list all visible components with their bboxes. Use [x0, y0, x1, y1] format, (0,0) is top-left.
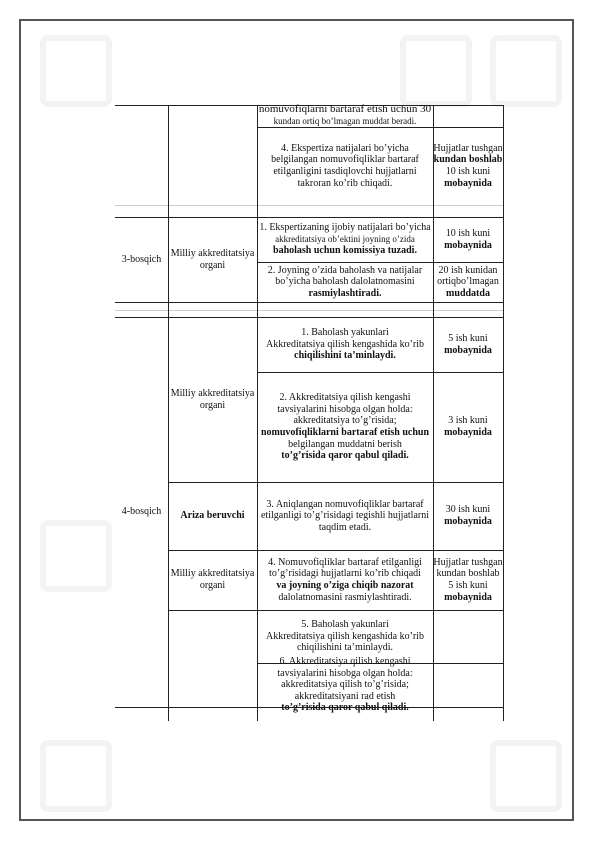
- actor-cell: [168, 317, 257, 482]
- text-line: 10 ish kuni: [445, 227, 491, 239]
- text-line: 2. Akkreditatsiya qilish kengashi: [279, 392, 411, 404]
- term-cell: [433, 127, 503, 205]
- text-line: akkreditatsiyani rad etish: [294, 690, 396, 702]
- text-line: Milliy akkreditatsiya: [170, 247, 255, 259]
- text-line: rasmiylashtiradi.: [308, 287, 382, 299]
- text-line: taqdim etadi.: [318, 521, 372, 533]
- text-line: chiqilishini ta’minlaydi.: [294, 350, 396, 362]
- text-line: 4. Nomuvofiqliklar bartaraf etilganligi: [268, 556, 422, 568]
- watermark-shape: [400, 35, 472, 107]
- text-line: to’g’risida qaror qabul qiladi.: [281, 450, 409, 462]
- actor-cell: Ariza beruvchi: [180, 510, 245, 522]
- text-line: to’g’risida qaror qabul qiladi.: [281, 702, 409, 714]
- action-cell: [257, 317, 433, 372]
- text-line: 4. Ekspertiza natijalari bo’yicha: [281, 142, 409, 154]
- action-cell: [257, 372, 433, 482]
- text-line: Hujjatlar tushgan: [433, 556, 503, 568]
- text-line: organi: [199, 399, 226, 411]
- text-line: nomuvofiqlarni bartaraf etish uchun 30: [258, 103, 432, 116]
- text-line: akkreditatsiya ob’ektini joyning o’zida: [275, 233, 415, 244]
- text-line: Hujjatlar tushgan: [433, 142, 503, 154]
- term-cell: [433, 372, 503, 482]
- text-line: belgilangan nomuvofiqliklar bartaraf: [271, 154, 419, 166]
- text-line: mobaynida: [444, 516, 492, 527]
- text-line: akkreditatsiya to’g’risida;: [293, 415, 397, 427]
- text-line: 20 ish kunidan: [438, 264, 498, 276]
- text-line: 6. Akkreditatsiya qilish kengashi: [279, 656, 411, 668]
- text-line: tavsiyalarini hisobga olgan holda:: [277, 403, 413, 415]
- action-cell: [257, 482, 433, 550]
- action-cell: [257, 262, 433, 302]
- action-cell: [257, 656, 433, 714]
- term-cell: [433, 317, 503, 372]
- term-cell: [433, 550, 503, 610]
- action-cell: [257, 105, 433, 127]
- text-line: etilganligini tasdiqlovchi hujjatlarni: [273, 166, 417, 177]
- actor-cell: [168, 217, 257, 302]
- text-line: 3. Aniqlangan nomuvofiqliklar bartaraf: [266, 498, 424, 510]
- text-line: mobaynida: [444, 239, 492, 251]
- text-line: 5 ish kuni: [448, 332, 488, 344]
- text-line: mobaynida: [444, 427, 492, 438]
- text-line: muddatda: [446, 287, 490, 299]
- actor-cell: [168, 550, 257, 610]
- term-cell: [433, 217, 503, 262]
- text-line: Milliy akkreditatsiya: [170, 387, 255, 399]
- text-line: va joyning o’ziga chiqib nazorat: [276, 580, 414, 591]
- action-cell: [257, 217, 433, 262]
- watermark-shape: [490, 35, 562, 107]
- text-line: Milliy akkreditatsiya: [170, 568, 255, 580]
- text-line: takroran ko’rib chiqadi.: [297, 177, 393, 189]
- text-line: chiqilishini ta’minlaydi.: [296, 642, 394, 654]
- watermark-shape: [40, 520, 112, 592]
- text-line: dalolatnomasini rasmiylashtiradi.: [278, 591, 412, 603]
- text-line: etilganligi to’g’risidagi tegishli hujjatlarni: [260, 510, 430, 522]
- text-line: mobaynida: [444, 344, 492, 356]
- text-line: 5. Baholash yakunlari: [301, 619, 389, 631]
- text-line: Akkreditatsiya qilish kengashida ko’rib: [265, 630, 425, 642]
- text-line: belgilangan muddatni berish: [288, 438, 402, 450]
- text-line: bo’yicha baholash dalolatnomasini: [275, 276, 415, 288]
- term-cell: [433, 482, 503, 550]
- text-line: 30 ish kuni: [445, 504, 491, 516]
- action-cell: [257, 550, 433, 610]
- action-cell: [257, 127, 433, 205]
- text-line: 10 ish kuni: [445, 166, 491, 177]
- text-line: 1. Baholash yakunlari: [301, 327, 389, 339]
- text-line: organi: [199, 259, 226, 271]
- text-line: 3 ish kuni: [448, 415, 488, 427]
- stage-label: 3-bosqich: [121, 253, 162, 265]
- text-line: akkreditatsiya qilish to’g’risida;: [281, 679, 409, 691]
- text-line: organi: [199, 580, 226, 591]
- text-line: nomuvofiqliklarni bartaraf etish uchun: [260, 427, 430, 438]
- stage-label: 4-bosqich: [121, 506, 162, 518]
- text-line: 5 ish kuni: [448, 580, 488, 591]
- text-line: mobaynida: [444, 591, 492, 603]
- text-line: kundan ortiq bo’lmagan muddat beradi.: [273, 116, 417, 126]
- text-line: 1. Ekspertizaning ijobiy natijalari bo’yicha: [259, 222, 431, 234]
- text-line: Akkreditatsiya qilish kengashida ko’rib: [265, 338, 425, 350]
- text-line: mobaynida: [444, 177, 492, 189]
- text-line: tavsiyalarini hisobga olgan holda:: [277, 667, 413, 679]
- text-line: kundan boshlab: [436, 568, 500, 580]
- watermark-shape: [490, 740, 562, 812]
- text-line: to’g’risidagi hujjatlarni ko’rib chiqadi: [269, 568, 421, 580]
- watermark-shape: [40, 740, 112, 812]
- text-line: 2. Joyning o’zida baholash va natijalar: [267, 264, 423, 276]
- watermark-shape: [40, 35, 112, 107]
- text-line: baholash uchun komissiya tuzadi.: [273, 245, 417, 257]
- text-line: kundan boshlab: [433, 154, 503, 166]
- term-cell: [433, 262, 503, 302]
- text-line: ortiqbo’lmagan: [437, 276, 499, 288]
